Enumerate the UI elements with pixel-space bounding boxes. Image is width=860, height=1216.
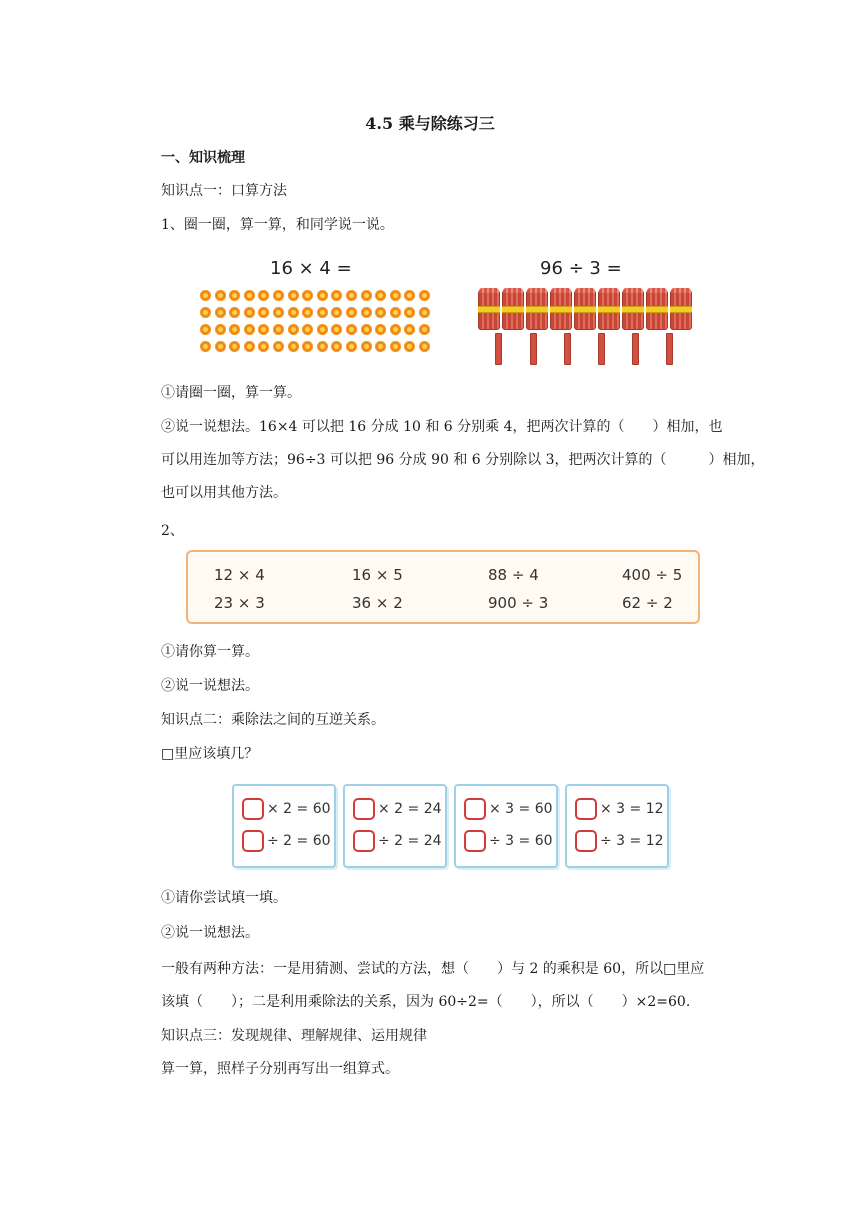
strip-item: 16 × 5 <box>352 566 403 584</box>
orange-dot <box>200 324 211 335</box>
orange-dot <box>331 324 342 335</box>
question-3-part-c-line-1: 一般有两种方法：一是用猜测、尝试的方法，想（ ）与 2 的乘积是 60，所以□里应 <box>161 961 705 977</box>
orange-dot <box>331 307 342 318</box>
orange-dot <box>229 307 240 318</box>
orange-dot <box>258 324 269 335</box>
card-equation: × 3 = 12 <box>600 801 664 817</box>
stick-bundle <box>598 290 620 330</box>
question-3-part-a: ①请你尝试填一填。 <box>161 890 287 906</box>
answer-box <box>575 830 597 852</box>
orange-dot <box>244 307 255 318</box>
question-1-part-b-line-2: 可以用连加等方法；96÷3 可以把 96 分成 90 和 6 分别除以 3，把两次计算的（ ）相加， <box>161 452 765 468</box>
stick-bundle <box>574 290 596 330</box>
orange-dot <box>288 341 299 352</box>
section-heading: 一、知识梳理 <box>161 150 245 166</box>
orange-dot <box>273 307 284 318</box>
orange-dot <box>215 290 226 301</box>
orange-dot <box>229 324 240 335</box>
orange-dot <box>302 307 313 318</box>
answer-box <box>353 798 375 820</box>
orange-dot <box>229 341 240 352</box>
orange-dot <box>375 307 386 318</box>
fill-in-card <box>454 784 558 868</box>
orange-dot <box>375 324 386 335</box>
orange-dot <box>258 290 269 301</box>
stick-bundle <box>478 290 500 330</box>
question-1-part-a: ①请圈一圈，算一算。 <box>161 385 301 401</box>
orange-dot <box>375 341 386 352</box>
answer-box <box>575 798 597 820</box>
card-row-multiply <box>575 798 664 820</box>
strip-item: 900 ÷ 3 <box>488 594 549 612</box>
orange-dot <box>288 290 299 301</box>
orange-dot <box>215 307 226 318</box>
card-equation: ÷ 3 = 12 <box>600 833 664 849</box>
card-equation: ÷ 2 = 24 <box>378 833 442 849</box>
orange-dot <box>302 341 313 352</box>
question-3: □里应该填几？ <box>161 746 259 762</box>
orange-dot <box>317 290 328 301</box>
single-stick <box>530 333 537 365</box>
orange-dot <box>200 341 211 352</box>
stick-bundle <box>622 290 644 330</box>
orange-dot <box>331 290 342 301</box>
answer-box <box>242 830 264 852</box>
orange-dot <box>244 290 255 301</box>
orange-dot <box>361 290 372 301</box>
orange-dot <box>215 341 226 352</box>
card-row-divide <box>464 830 553 852</box>
single-stick <box>495 333 502 365</box>
orange-dot <box>302 290 313 301</box>
fill-in-card <box>343 784 447 868</box>
card-row-divide <box>353 830 442 852</box>
orange-dot <box>375 290 386 301</box>
card-equation: ÷ 2 = 60 <box>267 833 331 849</box>
orange-dot <box>419 324 430 335</box>
orange-dot <box>317 324 328 335</box>
orange-dot <box>346 290 357 301</box>
orange-dot <box>273 324 284 335</box>
single-stick <box>598 333 605 365</box>
orange-dot <box>229 290 240 301</box>
orange-dot <box>390 307 401 318</box>
knowledge-point-3: 知识点三：发现规律、理解规律、运用规律 <box>161 1028 427 1044</box>
orange-dot <box>317 307 328 318</box>
card-row-multiply <box>242 798 331 820</box>
question-3-part-b: ②说一说想法。 <box>161 925 259 941</box>
single-stick <box>666 333 673 365</box>
orange-dot <box>273 341 284 352</box>
orange-dot <box>404 341 415 352</box>
single-stick <box>632 333 639 365</box>
fill-in-card <box>565 784 669 868</box>
orange-dot <box>419 341 430 352</box>
stick-bundle <box>550 290 572 330</box>
orange-dot <box>361 324 372 335</box>
orange-dot <box>317 341 328 352</box>
knowledge-point-2: 知识点二：乘除法之间的互逆关系。 <box>161 712 385 728</box>
stick-bundle <box>526 290 548 330</box>
orange-dot <box>244 341 255 352</box>
orange-dot <box>288 324 299 335</box>
question-1-part-b-line-1: ②说一说想法。16×4 可以把 16 分成 10 和 6 分别乘 4，把两次计算的（ ）相加，也 <box>161 419 723 435</box>
card-equation: × 2 = 60 <box>267 801 331 817</box>
card-equation: × 3 = 60 <box>489 801 553 817</box>
answer-box <box>353 830 375 852</box>
orange-dot <box>258 341 269 352</box>
card-equation: ÷ 3 = 60 <box>489 833 553 849</box>
multiplication-label: 16 × 4 = <box>270 258 352 279</box>
orange-dot <box>200 307 211 318</box>
answer-box <box>464 830 486 852</box>
orange-dot <box>419 307 430 318</box>
answer-box <box>464 798 486 820</box>
orange-dot <box>390 290 401 301</box>
orange-dot <box>215 324 226 335</box>
strip-item: 36 × 2 <box>352 594 403 612</box>
answer-box <box>242 798 264 820</box>
question-1: 1、圈一圈，算一算，和同学说一说。 <box>161 217 394 233</box>
orange-dot <box>244 324 255 335</box>
orange-dot <box>346 324 357 335</box>
fill-in-card <box>232 784 336 868</box>
strip-item: 23 × 3 <box>214 594 265 612</box>
knowledge-point-1: 知识点一：口算方法 <box>161 183 287 199</box>
division-label: 96 ÷ 3 = <box>540 258 622 279</box>
computation-strip <box>186 550 700 624</box>
card-row-divide <box>575 830 664 852</box>
card-row-divide <box>242 830 331 852</box>
strip-item: 62 ÷ 2 <box>622 594 673 612</box>
question-2-part-a: ①请你算一算。 <box>161 644 259 660</box>
stick-bundle <box>646 290 668 330</box>
orange-dot <box>361 341 372 352</box>
orange-dot <box>273 290 284 301</box>
stick-bundle <box>502 290 524 330</box>
orange-dot <box>302 324 313 335</box>
orange-dot <box>404 290 415 301</box>
page-title: 4.5 乘与除练习三 <box>365 114 495 133</box>
question-4: 算一算，照样子分别再写出一组算式。 <box>161 1061 399 1077</box>
orange-dot <box>346 307 357 318</box>
card-equation: × 2 = 24 <box>378 801 442 817</box>
single-stick <box>564 333 571 365</box>
orange-dot <box>346 341 357 352</box>
question-1-part-b-line-3: 也可以用其他方法。 <box>161 485 287 501</box>
orange-dot <box>361 307 372 318</box>
card-row-multiply <box>464 798 553 820</box>
orange-dot <box>331 341 342 352</box>
card-row-multiply <box>353 798 442 820</box>
orange-dot <box>404 324 415 335</box>
question-2: 2、 <box>161 523 184 539</box>
stick-bundle <box>670 290 692 330</box>
question-2-part-b: ②说一说想法。 <box>161 678 259 694</box>
orange-dot <box>404 307 415 318</box>
strip-item: 12 × 4 <box>214 566 265 584</box>
strip-item: 88 ÷ 4 <box>488 566 539 584</box>
orange-dot <box>258 307 269 318</box>
orange-dot <box>390 341 401 352</box>
orange-dot <box>200 290 211 301</box>
orange-dot <box>288 307 299 318</box>
strip-item: 400 ÷ 5 <box>622 566 683 584</box>
orange-dot <box>419 290 430 301</box>
question-3-part-c-line-2: 该填（ ）；二是利用乘除法的关系，因为 60÷2=（ ），所以（ ）×2=60. <box>161 994 691 1010</box>
orange-dot <box>390 324 401 335</box>
